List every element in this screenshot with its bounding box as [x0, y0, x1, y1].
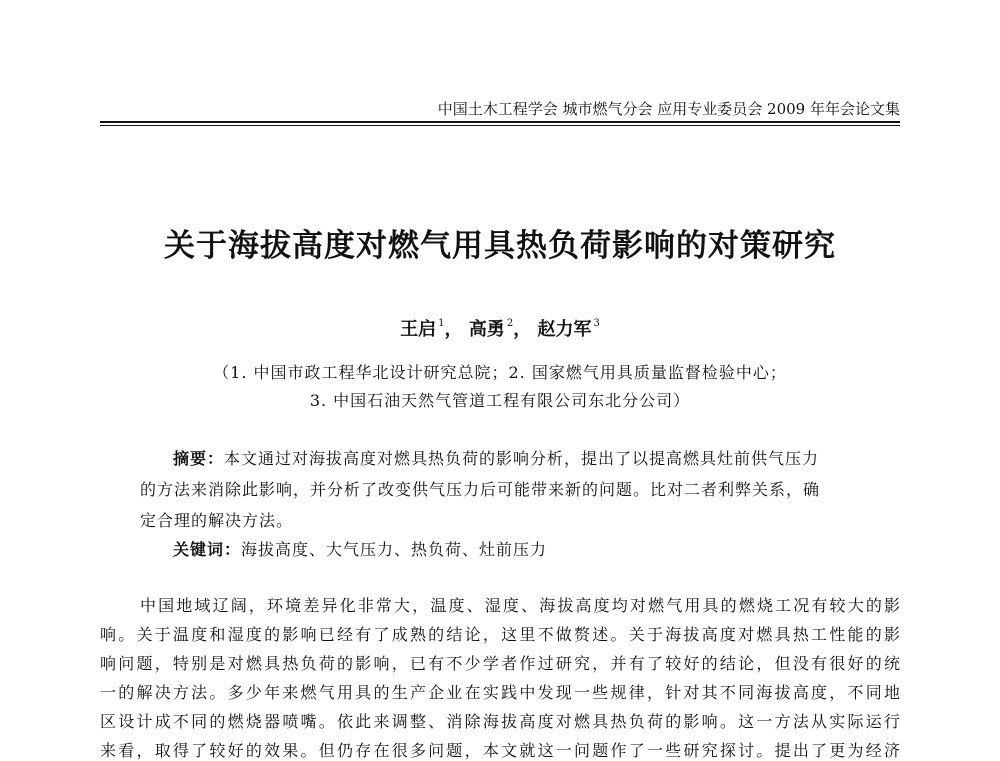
- affiliation-line: 3. 中国石油天然气管道工程有限公司东北分公司）: [309, 391, 691, 410]
- paper-title: 关于海拔高度对燃气用具热负荷影响的对策研究: [164, 228, 836, 264]
- author-name: 赵力军: [537, 319, 592, 340]
- running-header: 中国土木工程学会 城市燃气分会 应用专业委员会 2009 年年会论文集: [437, 100, 900, 118]
- abstract-label: 摘要：: [173, 449, 225, 468]
- abstract-line: 的方法来消除此影响，并分析了改变供气压力后可能带来新的问题。比对二者利弊关系，确: [140, 480, 821, 499]
- keywords-line: [173, 537, 547, 560]
- header-rule: [100, 121, 900, 123]
- abstract-line: [173, 446, 819, 469]
- body-text-line: 响问题，特别是对燃具热负荷的影响，已有不少学者作过研究，并有了较好的结论，但没有很好的统: [100, 654, 900, 673]
- author-list: [0, 315, 1000, 341]
- affiliation-line: （1. 中国市政工程华北设计研究总院；2. 国家燃气用具质量监督检验中心；: [213, 363, 787, 382]
- body-text-line: 来看，取得了较好的效果。但仍存在很多问题，本文就这一问题作了一些研究探讨。提出了更为经济: [100, 741, 900, 760]
- author-affil-mark: 3: [593, 318, 600, 329]
- abstract-line: 定合理的解决方法。: [140, 511, 294, 530]
- author-separator: ，: [513, 319, 532, 340]
- keywords-label: 关键词：: [173, 540, 242, 559]
- author-separator: ，: [444, 319, 463, 340]
- abstract-text: 本文通过对海拔高度对燃具热负荷的影响分析，提出了以提高燃具灶前供气压力: [224, 449, 820, 468]
- header-rule-secondary: [100, 125, 900, 126]
- body-text-line: 中国地域辽阔，环境差异化非常大，温度、湿度、海拔高度均对燃气用具的燃烧工况有较大的影: [140, 596, 900, 615]
- keywords-text: 海拔高度、大气压力、热负荷、灶前压力: [241, 540, 548, 559]
- author-affil-mark: 2: [506, 318, 514, 329]
- author-name: 高勇: [468, 319, 505, 340]
- body-text-line: 区设计成不同的燃烧器喷嘴。依此来调整、消除海拔高度对燃具热负荷的影响。这一方法从实际运行: [100, 712, 900, 731]
- author-name: 王启: [400, 319, 437, 340]
- body-text-line: 响。关于温度和湿度的影响已经有了成熟的结论，这里不做赘述。关于海拔高度对燃具热工性能的影: [100, 625, 900, 644]
- author-affil-mark: 1: [438, 318, 445, 329]
- body-text-line: 一的解决方法。多少年来燃气用具的生产企业在实践中发现一些规律，针对其不同海拔高度，不同地: [100, 683, 900, 702]
